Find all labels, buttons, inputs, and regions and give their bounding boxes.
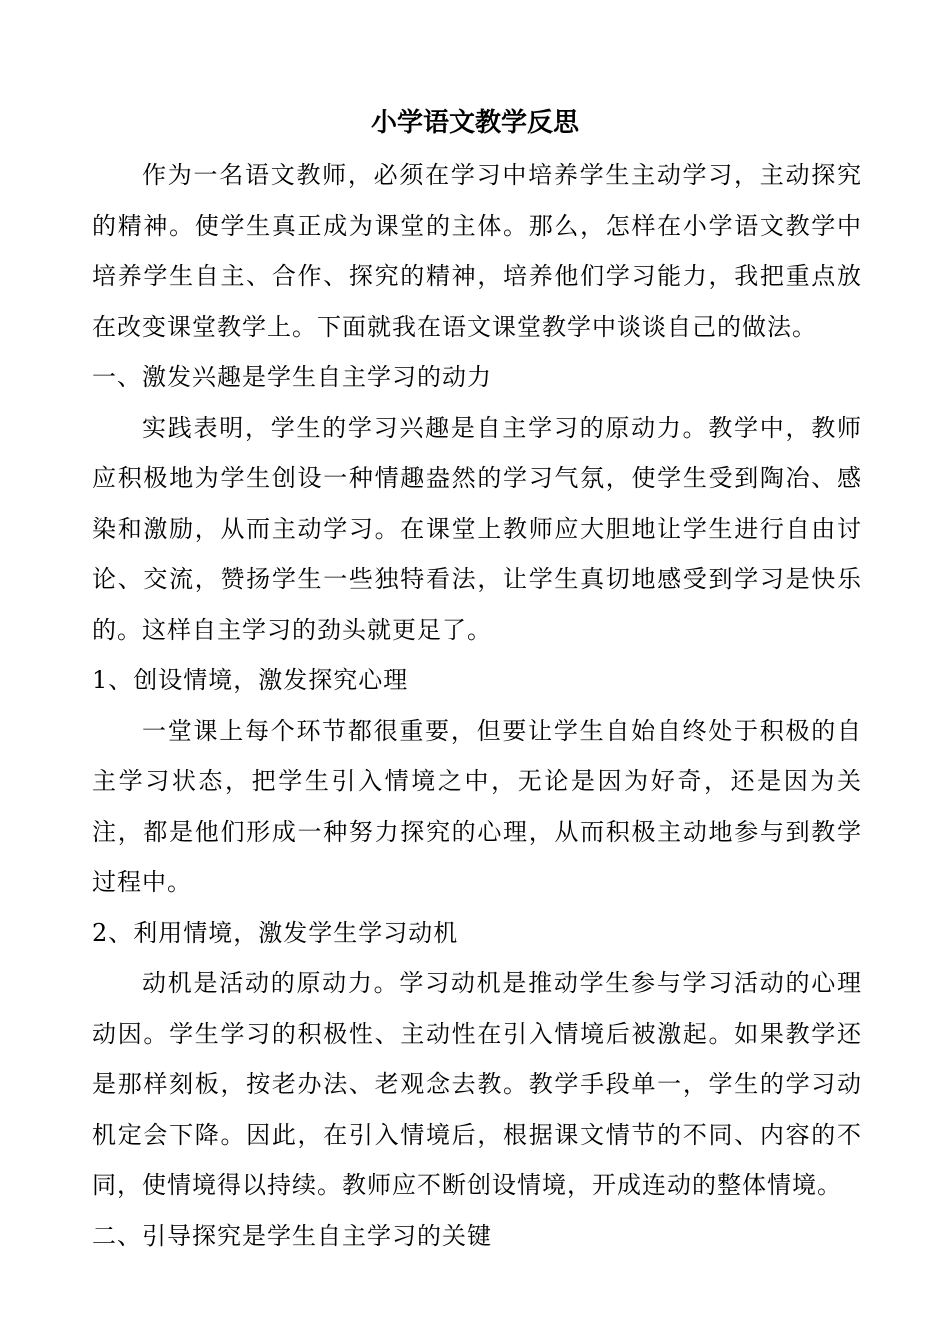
document-title: 小学语文教学反思 — [370, 108, 579, 138]
paragraph-motivation: 动机是活动的原动力。学习动机是推动学生参与学习活动的心理动因。学生学习的积极性、主动性在引入情境后被激起。如果教学还是那样刻板，按老办法、老观念去教。教学手段单一，学生的学习动机定会下降。因此，在引入情境后，根据课文情节的不同、内容的不同，使情境得以持续。教师应不断创设情境，开成连动的整体情境。 — [92, 969, 862, 1199]
subsection-heading-2: 2、利用情境，激发学生学习动机 — [92, 918, 459, 947]
section-heading-1: 一、激发兴趣是学生自主学习的动力 — [92, 363, 492, 391]
paragraph-intro: 作为一名语文教师，必须在学习中培养学生主动学习，主动探究的精神。使学生真正成为课堂的主体。那么，怎样在小学语文教学中培养学生自主、合作、探究的精神，培养他们学习能力，我把重点放在改变课堂教学上。下面就我在语文课堂教学中谈谈自己的做法。 — [92, 161, 862, 341]
section-heading-2: 二、引导探究是学生自主学习的关键 — [92, 1221, 492, 1250]
paragraph-interest: 实践表明，学生的学习兴趣是自主学习的原动力。教学中，教师应积极地为学生创设一种情趣盎然的学习气氛，使学生受到陶冶、感染和激励，从而主动学习。在课堂上教师应大胆地让学生进行自由讨论、交流，赞扬学生一些独特看法，让学生真切地感受到学习是快乐的。这样自主学习的劲头就更足了。 — [92, 413, 862, 644]
paragraph-situation: 一堂课上每个环节都很重要，但要让学生自始自终处于积极的自主学习状态，把学生引入情境之中，无论是因为好奇，还是因为关注，都是他们形成一种努力探究的心理，从而积极主动地参与到教学过程中。 — [92, 716, 862, 896]
subsection-heading-1: 1、创设情境，激发探究心理 — [92, 666, 409, 694]
document-body — [92, 150, 862, 1261]
